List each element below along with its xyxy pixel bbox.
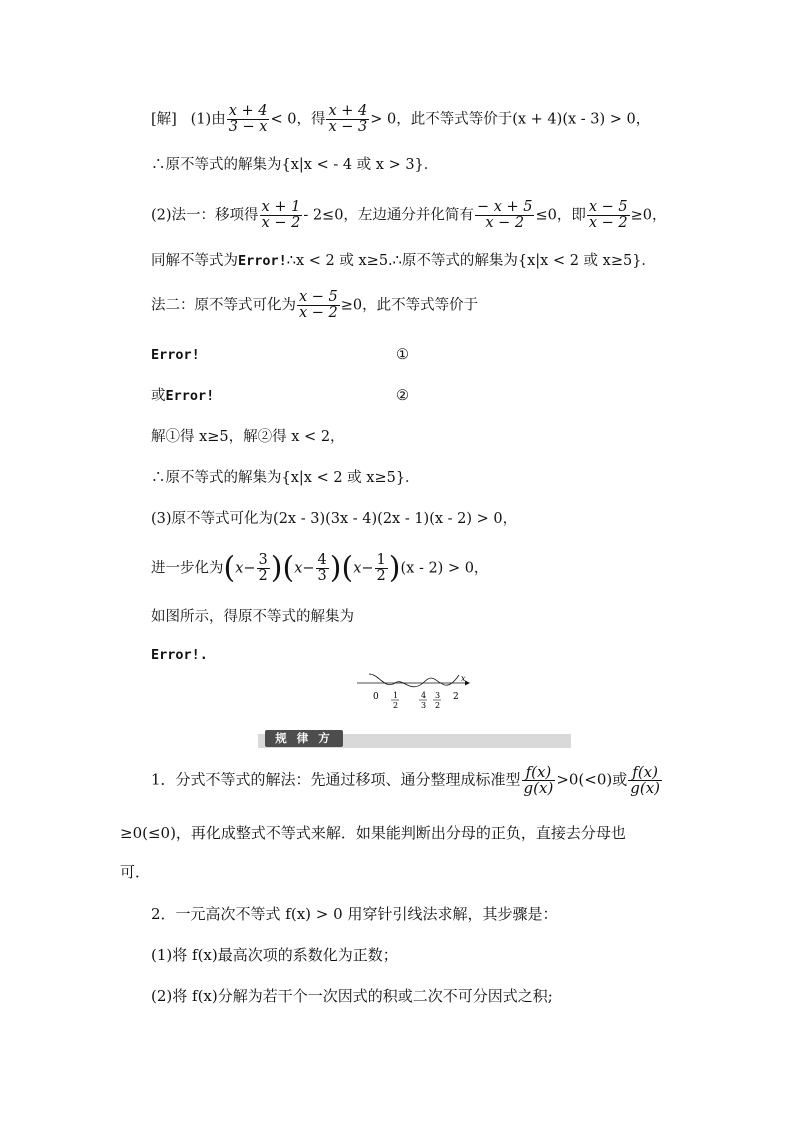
sign-curve (369, 674, 459, 687)
axis-label-x: x (461, 674, 466, 683)
solution-label: [解] (151, 111, 177, 128)
system-line-2: 或Error! (151, 388, 215, 404)
solution-line-8: (3)原不等式可化为(2x - 3)(3x - 4)(2x - 1)(x - 2) > 0， (151, 511, 518, 527)
fraction: $\frac{1}{2}$ (376, 552, 386, 584)
tick-label-3-2-num: 3 (435, 691, 441, 700)
solution-line-6: 解①得 x≥5，解②得 x < 2， (151, 429, 345, 445)
solution-line-3: (2)法一：移项得 $\frac{x + 1}{x - 2}$ - 2≤0，左边通分并化简有 $\frac{- x + 5}{x - 2}$ ≤0，即 $\frac{x - 5}{x - 2}$ ≥0， (151, 199, 667, 231)
axis-arrow (465, 681, 470, 686)
method-line-1: 1．分式不等式的解法：先通过移项、通分整理成标准型 $\frac{f(x)}{g(x)}$ >0(<0)或 $\frac{f(x)}{g(x)}$ (151, 763, 661, 797)
method-line-5: (1)将 f(x)最高次项的系数化为正数； (151, 946, 398, 964)
system-line-1: Error! (151, 347, 200, 363)
tick-label-2: 2 (453, 692, 459, 702)
fraction: $\frac{4}{3}$ (317, 552, 327, 584)
fraction: $\frac{x - 5}{x - 2}$ (299, 289, 338, 321)
tick-label-4-3-den: 3 (421, 701, 427, 710)
fraction: $\frac{x - 5}{x - 2}$ (588, 199, 628, 231)
solution-line-5: 法二：原不等式可化为 $\frac{x - 5}{x - 2}$ ≥0，此不等式等价于 (151, 289, 479, 321)
fraction: $\frac{f(x)}{g(x)}$ (630, 763, 661, 797)
solution-line-7: ∴原不等式的解集为{x|x < 2 或 x≥5}． (151, 470, 420, 486)
solution-line-2: ∴原不等式的解集为{x|x < - 4 或 x > 3}． (151, 157, 439, 173)
tick-label-half-num: 1 (393, 691, 399, 700)
system-mark-1: ① (396, 347, 409, 363)
fraction: $\frac{x + 1}{x - 2}$ (261, 199, 301, 231)
section-title: 规 律 方 法 (265, 730, 343, 747)
fraction: $\frac{x + 4}{x - 3}$ (328, 103, 368, 135)
method-line-2: ≥0(≤0)，再化成整式不等式来解．如果能判断出分母的正负，直接去分母也 (120, 824, 626, 842)
tick-label-half-den: 2 (393, 701, 399, 710)
number-line-diagram (355, 672, 475, 712)
solution-line-4: 同解不等式为Error!∴x < 2 或 x≥5.∴原不等式的解集为{x|x < 2 或 x≥5}． (151, 253, 656, 269)
method-line-4: 2．一元高次不等式 f(x) > 0 用穿针引线法求解，其步骤是： (151, 905, 558, 923)
system-mark-2: ② (396, 388, 409, 404)
solution-line-9: 进一步化为(x− $\frac{3}{2}$ )(x− $\frac{4}{3}$ )(x− $\frac{1}{2}$ )(x - 2) > 0， (151, 550, 489, 586)
fraction: $\frac{f(x)}{g(x)}$ (523, 763, 554, 797)
solution-line-1: [解] (1)由 $\frac{x + 4}{3 - x}$ < 0，得 $\frac{x + 4}{x - 3}$ > 0，此不等式等价于(x + 4)(x - 3) > 0， (151, 103, 651, 135)
fraction: $\frac{3}{2}$ (258, 552, 268, 584)
tick-label-4-3-num: 4 (421, 691, 427, 700)
solution-line-11: Error!. (151, 647, 208, 663)
fraction: $\frac{x + 4}{3 - x}$ (228, 103, 268, 135)
tick-label-0: 0 (373, 692, 379, 702)
solution-line-10: 如图所示，得原不等式的解集为 (151, 609, 354, 625)
method-line-3: 可． (120, 863, 151, 881)
tick-label-3-2-den: 2 (435, 701, 441, 710)
fraction: $\frac{- x + 5}{x - 2}$ (476, 199, 533, 231)
method-line-6: (2)将 f(x)分解为若干个一次因式的积或二次不可分因式之积; (151, 987, 553, 1005)
